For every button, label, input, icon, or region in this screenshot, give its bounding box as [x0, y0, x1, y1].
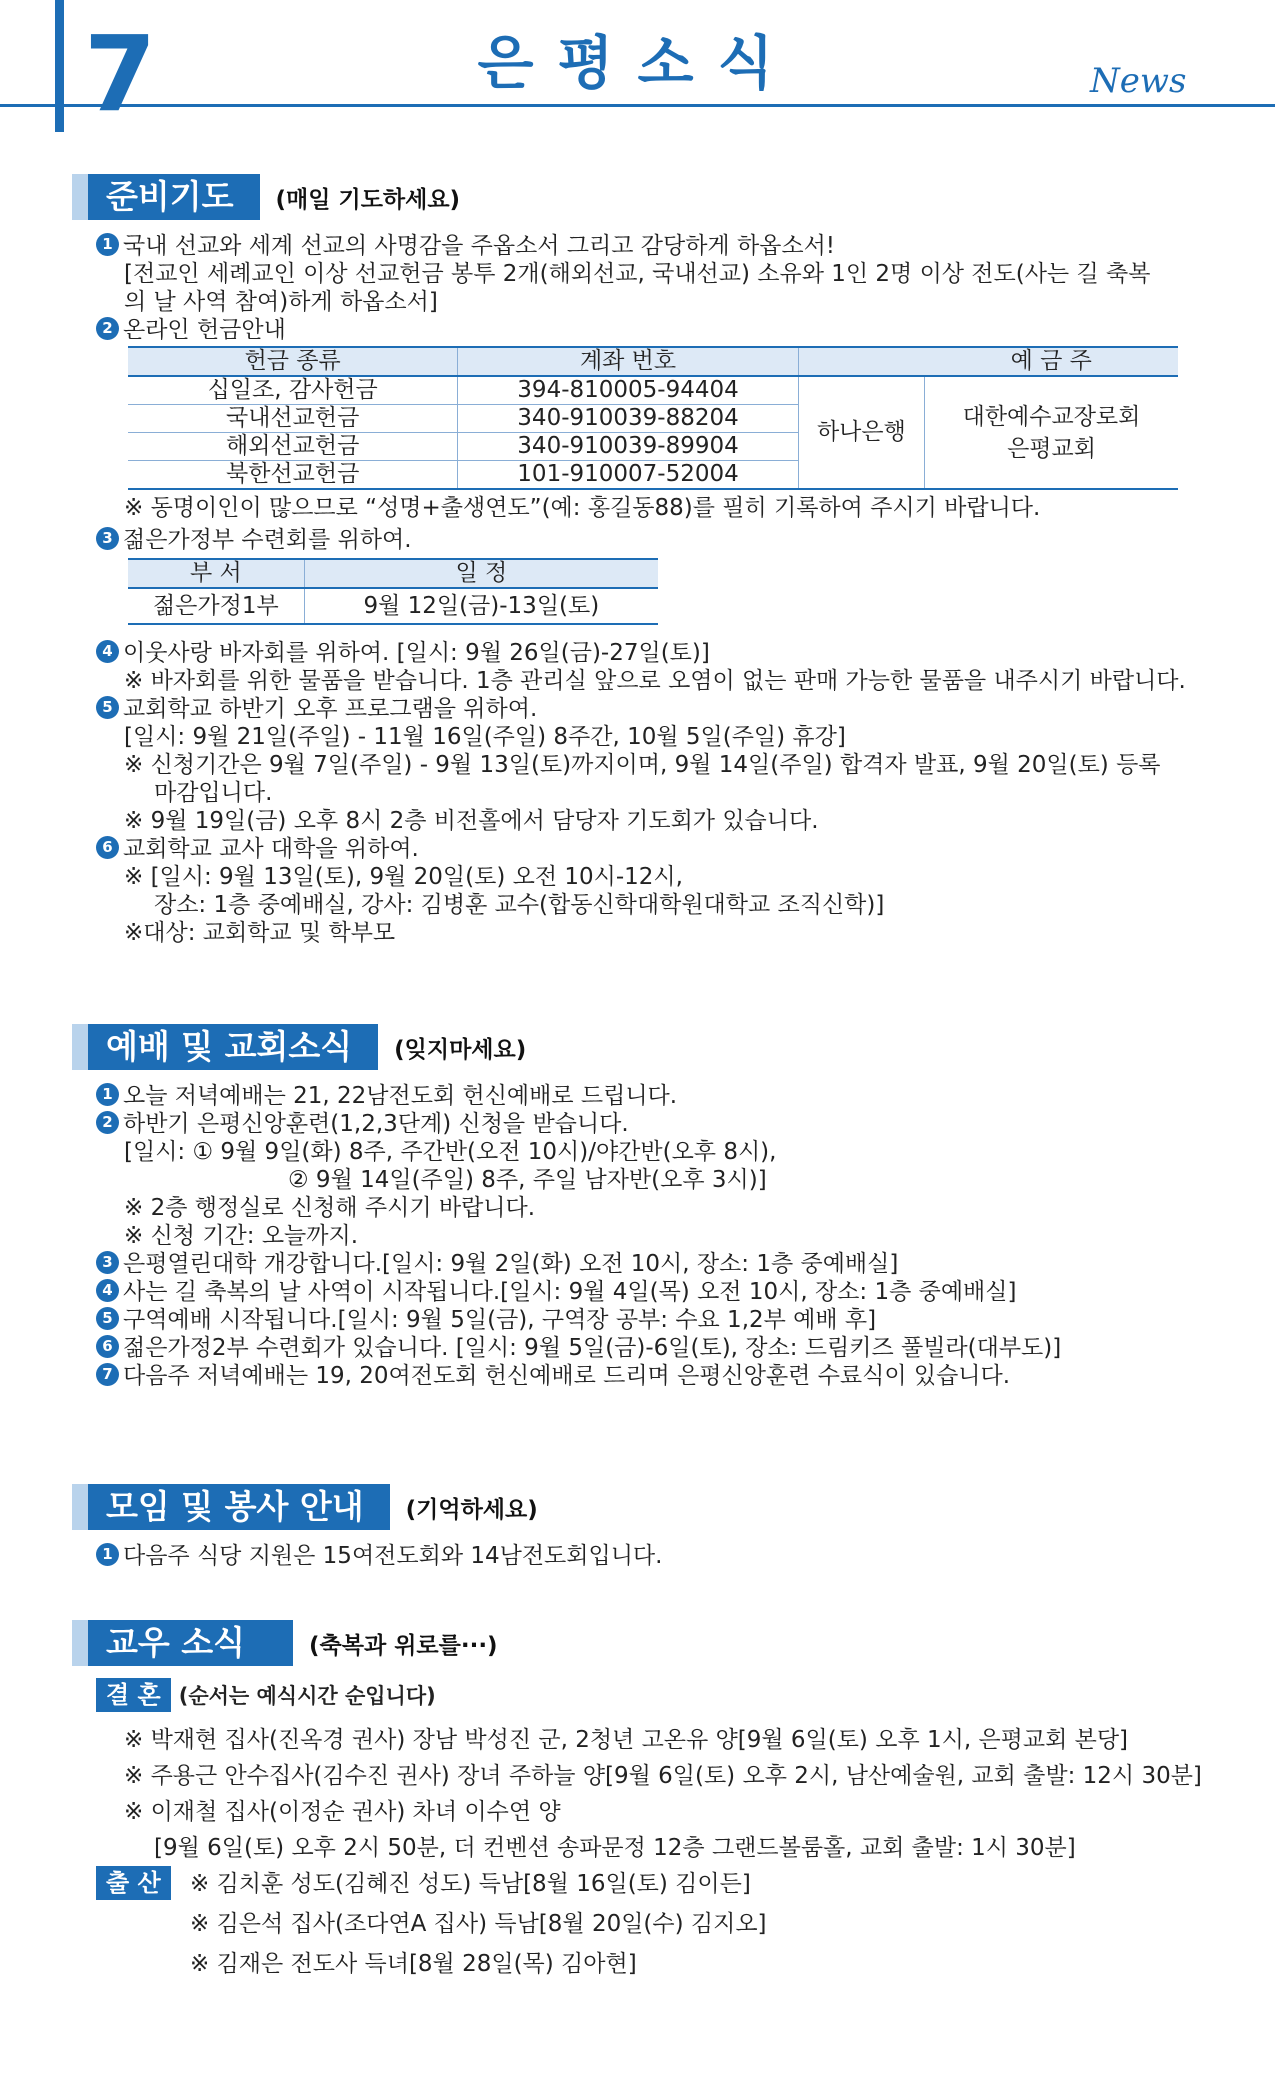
worship-item-3: 3 은평열린대학 개강합니다.[일시: 9월 2일(화) 오전 10시, 장소: 1층 중예배실] — [96, 1250, 1216, 1278]
birth-label-wrap — [96, 1866, 179, 1900]
prayer-item-3: 3 젊은가정부 수련회를 위하여. — [96, 526, 1216, 554]
prayer-item-6-line: ※대상: 교회학교 및 학부모 — [124, 920, 396, 946]
prayer-item-5-line: ※ 신청기간은 9월 7일(주일) - 9월 13일(토)까지이며, 9월 14일(주일) 합격자 발표, 9월 20일(토) 등록 — [124, 752, 1161, 778]
owner-line: 대한예수교장로회 — [962, 403, 1141, 430]
wedding-sub: (순서는 예식시간 순입니다) — [178, 1684, 436, 1708]
prayer-tab: 준비기도 — [72, 174, 260, 220]
birth-entry: ※ 김은석 집사(조다연A 집사) 득남[8월 20일(수) 김지오] — [190, 1911, 767, 1937]
table-cell: 9월 12일(금)-13일(토) — [304, 588, 658, 624]
table-cell: 해외선교헌금 — [128, 433, 458, 461]
table-row — [128, 376, 1178, 405]
service-header — [72, 1484, 538, 1530]
prayer-item-6: 6 교회학교 교사 대학을 위하여. — [96, 835, 1216, 863]
prayer-header — [72, 174, 460, 220]
wedding-entry: ※ 주용근 안수집사(김수진 권사) 장녀 주하늘 양[9월 6일(토) 오후 2시, 남산예술원, 교회 출발: 12시 30분] — [124, 1763, 1202, 1789]
worship-body — [96, 1082, 1216, 1390]
birth-entry: ※ 김치훈 성도(김혜진 성도) 득남[8월 16일(토) 김이든] — [190, 1871, 751, 1897]
worship-subtitle: (잊지마세요) — [394, 1036, 527, 1063]
table-cell: 394-810005-94404 — [458, 376, 798, 405]
table-cell: 101-910007-52004 — [458, 461, 798, 490]
number-badge: 2 — [96, 317, 119, 340]
table-cell: 북한선교헌금 — [128, 461, 458, 490]
owner-cell — [925, 376, 1179, 489]
prayer-item-5: 5 교회학교 하반기 오후 프로그램을 위하여. — [96, 695, 1216, 723]
wedding-entry: ※ 박재현 집사(진옥경 권사) 장남 박성진 군, 2청년 고온유 양[9월 6일(토) 오후 1시, 은평교회 본당] — [124, 1727, 1129, 1753]
prayer-body — [96, 232, 1216, 947]
prayer-item-5-line: ※ 9월 19일(금) 오후 8시 2층 비전홀에서 담당자 기도회가 있습니다. — [124, 808, 819, 834]
prayer-item-1-line: 의 날 사역 참여)하게 하옵소서] — [124, 289, 438, 315]
wedding-entry: ※ 이재철 집사(이정순 권사) 차녀 이수연 양 — [124, 1799, 561, 1825]
wedding-block — [96, 1678, 1216, 1866]
prayer-item-6-line: 장소: 1층 중예배실, 강사: 김병훈 교수(합동신학대학원대학교 조직신학)] — [154, 892, 885, 918]
worship-item-2-line: [일시: ① 9월 9일(화) 8주, 주간반(오전 10시)/야간반(오후 8시), — [124, 1139, 777, 1165]
prayer-item-1: 1 국내 선교와 세계 선교의 사명감을 주옵소서 그리고 감당하게 하옵소서! — [96, 232, 1216, 260]
members-section — [72, 1620, 498, 1666]
members-subtitle: (축복과 위로를···) — [309, 1632, 498, 1659]
prayer-item-2-note: ※ 동명이인이 많으므로 “성명+출생연도”(예: 홍길동88)를 필히 기록하여 주시기 바랍니다. — [124, 495, 1041, 521]
service-section — [72, 1484, 538, 1530]
prayer-item-5-line: 마감입니다. — [154, 780, 273, 806]
prayer-section — [72, 174, 460, 220]
birth-block — [96, 1864, 1216, 1984]
table-cell: 340-910039-89904 — [458, 433, 798, 461]
members-header — [72, 1620, 498, 1666]
bank-cell: 하나은행 — [798, 376, 924, 489]
worship-item-1: 1 오늘 저녁예배는 21, 22남전도회 헌신예배로 드립니다. — [96, 1082, 1216, 1110]
service-tab: 모임 및 봉사 안내 — [72, 1484, 390, 1530]
prayer-item-5-line: [일시: 9월 21일(주일) - 11월 16일(주일) 8주간, 10월 5일(주일) 휴강] — [124, 724, 846, 750]
wedding-header — [96, 1678, 1216, 1714]
number-badge: 1 — [96, 233, 119, 256]
number-badge: 1 — [96, 1083, 119, 1106]
prayer-item-6-line: ※ [일시: 9월 13일(토), 9월 20일(토) 오전 10시-12시, — [124, 864, 683, 890]
table-header: 예 금 주 — [925, 347, 1179, 376]
number-badge: 4 — [96, 640, 119, 663]
number-badge: 3 — [96, 1251, 119, 1274]
service-body — [96, 1542, 1216, 1570]
number-badge: 6 — [96, 1335, 119, 1358]
worship-item-7: 7 다음주 저녁예배는 19, 20여전도회 헌신예배로 드리며 은평신앙훈련 수료식이 있습니다. — [96, 1362, 1216, 1390]
table-header: 헌금 종류 — [128, 347, 458, 376]
birth-label: 출 산 — [96, 1866, 171, 1900]
offering-table — [128, 346, 1178, 490]
table-header-blank — [798, 347, 924, 376]
prayer-item-4-note: ※ 바자회를 위한 물품을 받습니다. 1층 관리실 앞으로 오염이 없는 판매 가능한 물품을 내주시기 바랍니다. — [124, 668, 1186, 694]
page-number: 7 — [84, 13, 157, 135]
number-badge: 2 — [96, 1111, 119, 1134]
table-cell: 십일조, 감사헌금 — [128, 376, 458, 405]
prayer-item-4: 4 이웃사랑 바자회를 위하여. [일시: 9월 26일(금)-27일(토)] — [96, 639, 1216, 667]
worship-item-2: 2 하반기 은평신앙훈련(1,2,3단계) 신청을 받습니다. — [96, 1110, 1216, 1138]
birth-list — [190, 1864, 1216, 1984]
worship-section — [72, 1024, 526, 1070]
number-badge: 7 — [96, 1363, 119, 1386]
news-label: News — [1090, 61, 1187, 101]
page-title: 은평소식 — [477, 29, 798, 97]
table-header: 일 정 — [304, 559, 658, 588]
number-badge: 1 — [96, 1543, 119, 1566]
number-badge: 5 — [96, 696, 119, 719]
owner-line: 은평교회 — [1007, 435, 1096, 462]
number-badge: 3 — [96, 527, 119, 550]
service-item-1: 1 다음주 식당 지원은 15여전도회와 14남전도회입니다. — [96, 1542, 1216, 1570]
worship-tab: 예배 및 교회소식 — [72, 1024, 378, 1070]
table-row — [128, 588, 658, 624]
members-tab: 교우 소식 — [72, 1620, 293, 1666]
prayer-item-1-line: [전교인 세례교인 이상 선교헌금 봉투 2개(해외선교, 국내선교) 소유와 1인 2명 이상 전도(사는 길 축복 — [124, 261, 1151, 287]
table-cell: 젊은가정1부 — [128, 588, 304, 624]
worship-item-6: 6 젊은가정2부 수련회가 있습니다. [일시: 9월 5일(금)-6일(토), 장소: 드림키즈 풀빌라(대부도)] — [96, 1334, 1216, 1362]
prayer-subtitle: (매일 기도하세요) — [275, 186, 461, 213]
number-badge: 6 — [96, 836, 119, 859]
birth-entry: ※ 김재은 전도사 득녀[8월 28일(목) 김아현] — [190, 1951, 637, 1977]
table-header: 계좌 번호 — [458, 347, 798, 376]
worship-header — [72, 1024, 526, 1070]
table-cell: 340-910039-88204 — [458, 405, 798, 433]
table-cell: 국내선교헌금 — [128, 405, 458, 433]
wedding-label: 결 혼 — [96, 1678, 171, 1712]
number-badge: 4 — [96, 1279, 119, 1302]
number-badge: 5 — [96, 1307, 119, 1330]
service-subtitle: (기억하세요) — [405, 1496, 538, 1523]
retreat-table — [128, 558, 658, 625]
worship-item-2-line: ② 9월 14일(주일) 8주, 주일 남자반(오후 3시)] — [288, 1167, 767, 1193]
worship-item-2-line: ※ 신청 기간: 오늘까지. — [124, 1223, 359, 1249]
worship-item-4: 4 사는 길 축복의 날 사역이 시작됩니다.[일시: 9월 4일(목) 오전 10시, 장소: 1층 중예배실] — [96, 1278, 1216, 1306]
worship-item-5: 5 구역예배 시작됩니다.[일시: 9월 5일(금), 구역장 공부: 수요 1,2부 예배 후] — [96, 1306, 1216, 1334]
wedding-entry: [9월 6일(토) 오후 2시 50분, 더 컨벤션 송파문정 12층 그랜드볼룸홀, 교회 출발: 1시 30분] — [154, 1835, 1076, 1861]
worship-item-2-line: ※ 2층 행정실로 신청해 주시기 바랍니다. — [124, 1195, 536, 1221]
table-header: 부 서 — [128, 559, 304, 588]
header-rule — [0, 104, 1275, 107]
prayer-item-2: 2 온라인 헌금안내 — [96, 316, 1216, 344]
